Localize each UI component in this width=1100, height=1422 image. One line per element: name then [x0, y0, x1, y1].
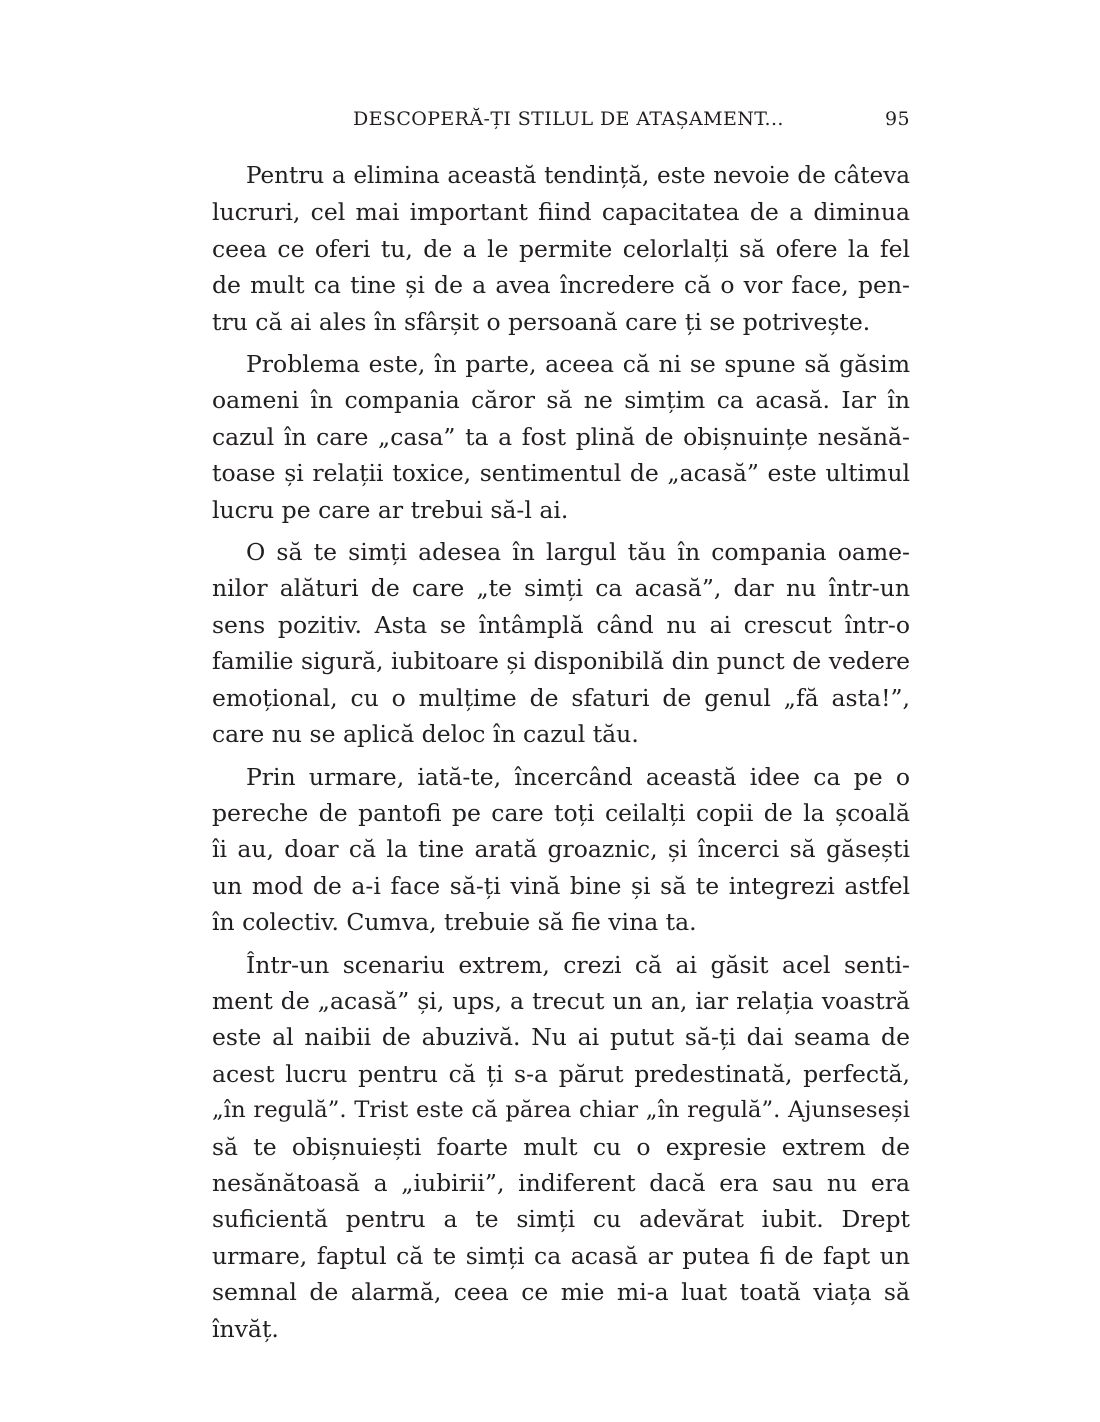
text-line: ment de „acasă” și, ups, a trecut un an, iar relația voastră [212, 986, 910, 1015]
text-line: O să te simți adesea în largul tău în compania oame- [246, 538, 910, 567]
text-line: emoțional, cu o mulțime de sfaturi de genul „fă asta!”, [212, 683, 910, 712]
text-line: în colectiv. Cumva, trebuie să fie vina ta. [212, 908, 697, 937]
text-line: nesănătoasă a „iubirii”, indiferent dacă era sau nu era [212, 1168, 910, 1197]
body-text [212, 158, 910, 1353]
text-line: de mult ca tine și de a avea încredere că o vor face, pen- [212, 271, 910, 300]
text-line: lucru pe care ar trebui să-l ai. [212, 495, 569, 524]
text-line: îi au, doar că la tine arată groaznic, și încerci să găsești [212, 835, 910, 864]
paragraph-2 [212, 346, 910, 528]
text-line: acest lucru pentru că ți s-a părut predestinată, perfectă, [212, 1059, 910, 1088]
text-line: semnal de alarmă, ceea ce mie mi-a luat toată viața să [212, 1278, 910, 1307]
text-line: învăț. [212, 1314, 279, 1343]
text-line: tru că ai ales în sfârșit o persoană care ți se potrivește. [212, 307, 871, 336]
text-line: este al naibii de abuzivă. Nu ai putut să-ți dai seama de [212, 1023, 910, 1052]
text-line: un mod de a-i face să-ți vină bine și să te integrezi astfel [212, 871, 910, 900]
text-line: pereche de pantofi pe care toți ceilalți copii de la școală [212, 798, 910, 827]
text-line: ceea ce oferi tu, de a le permite celorlalți să ofere la fel [212, 234, 910, 263]
text-line: Pentru a elimina această tendință, este nevoie de câteva [246, 163, 910, 189]
text-line: Într-un scenariu extrem, crezi că ai găsit acel senti- [246, 950, 910, 979]
paragraph-5 [212, 947, 910, 1347]
text-line: nilor alături de care „te simți ca acasă”, dar nu într-un [212, 574, 910, 603]
text-line: Prin urmare, iată-te, încercând această idee ca pe o [246, 762, 910, 791]
text-line: familie sigură, iubitoare și disponibilă din punct de vedere [212, 647, 910, 676]
text-line: urmare, faptul că te simți ca acasă ar putea fi de fapt un [212, 1241, 910, 1270]
text-line: lucruri, cel mai important fiind capacitatea de a diminua [212, 198, 910, 227]
page-number: 95 [885, 108, 910, 130]
text-line: să te obișnuiești foarte mult cu o expresie extrem de [212, 1132, 910, 1161]
text-line: „în regulă”. Trist este că părea chiar „în regulă”. Ajunseseși [212, 1097, 910, 1124]
text-line: Problema este, în parte, aceea că ni se spune să găsim [246, 350, 910, 379]
text-line: cazul în care „casa” ta a fost plină de obișnuințe nesănă- [212, 422, 910, 451]
running-header [212, 108, 910, 138]
paragraph-1 [212, 158, 910, 340]
text-line: care nu se aplică deloc în cazul tău. [212, 720, 639, 749]
text-line: oameni în compania căror să ne simțim ca acasă. Iar în [212, 386, 910, 415]
paragraph-4 [212, 759, 910, 941]
book-page [212, 0, 910, 1422]
text-line: suficientă pentru a te simți cu adevărat iubit. Drept [212, 1205, 910, 1234]
text-line: toase și relații toxice, sentimentul de „acasă” este ultimul [212, 459, 910, 488]
text-line: sens pozitiv. Asta se întâmplă când nu ai crescut într-o [212, 610, 910, 639]
chapter-running-title: DESCOPERĂ-ȚI STILUL DE ATAȘAMENT... [353, 108, 784, 130]
paragraph-3 [212, 534, 910, 752]
